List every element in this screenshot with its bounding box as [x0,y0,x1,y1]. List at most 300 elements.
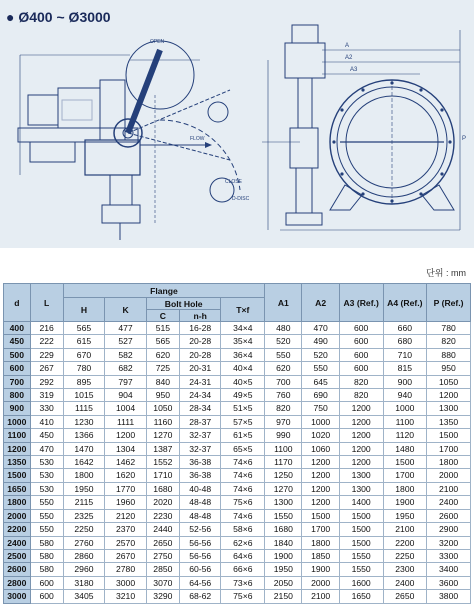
table-cell: 2200 [383,536,427,549]
table-cell: 1500 [339,523,383,536]
table-cell: 780 [63,362,105,375]
table-cell: 2650 [146,536,179,549]
table-cell: 1115 [63,402,105,415]
col-p-header: P (Ref.) [427,284,471,322]
table-cell: 1500 [427,429,471,442]
table-cell: 40×5 [221,375,265,388]
table-cell: 615 [63,335,105,348]
size-cell: 400 [4,322,31,335]
table-cell: 520 [302,348,339,361]
table-cell: 1800 [427,456,471,469]
table-cell: 3600 [427,576,471,589]
size-cell: 900 [4,402,31,415]
table-cell: 1100 [383,415,427,428]
table-cell: 820 [339,389,383,402]
table-cell: 600 [339,322,383,335]
table-cell: 57×5 [221,415,265,428]
spec-table-body [4,322,471,604]
table-cell: 2780 [105,563,147,576]
table-cell: 1900 [265,549,302,562]
table-cell: 1960 [105,496,147,509]
table-cell: 74×6 [221,509,265,522]
table-cell: 28-37 [179,415,221,428]
table-cell: 1900 [383,496,427,509]
table-row [4,549,471,562]
table-cell: 62×6 [221,536,265,549]
valve-technical-drawing [0,0,474,248]
table-cell: 550 [30,523,63,536]
size-cell: 1350 [4,456,31,469]
table-cell: 515 [146,322,179,335]
table-row [4,389,471,402]
table-cell: 1700 [302,523,339,536]
table-cell: 3070 [146,576,179,589]
table-cell: 1300 [339,482,383,495]
col-h-header: H [63,298,105,322]
table-cell: 74×6 [221,482,265,495]
size-cell: 600 [4,362,31,375]
table-cell: 1200 [105,429,147,442]
table-cell: 3800 [427,590,471,603]
table-cell: 20-28 [179,335,221,348]
table-cell: 3300 [427,549,471,562]
table-cell: 1366 [63,429,105,442]
table-cell: 904 [105,389,147,402]
table-row [4,429,471,442]
table-cell: 450 [30,429,63,442]
table-cell: 1680 [265,523,302,536]
table-cell: 16-28 [179,322,221,335]
table-cell: 950 [427,362,471,375]
col-nh-header: n-h [179,310,221,322]
table-cell: 3200 [427,536,471,549]
dim-a-label: A [345,43,350,49]
table-cell: 2250 [383,549,427,562]
size-cell: 2400 [4,536,31,549]
table-cell: 3210 [105,590,147,603]
table-cell: 56-56 [179,549,221,562]
table-cell: 1710 [146,469,179,482]
table-cell: 470 [30,442,63,455]
table-cell: 74×6 [221,469,265,482]
table-cell: 410 [30,415,63,428]
size-cell: 1200 [4,442,31,455]
table-cell: 2100 [302,590,339,603]
table-cell: 64-56 [179,576,221,589]
table-cell: 2020 [146,496,179,509]
table-cell: 1950 [63,482,105,495]
table-cell: 32-37 [179,442,221,455]
side-view [18,39,250,240]
table-cell: 530 [30,482,63,495]
table-cell: 24-31 [179,375,221,388]
table-cell: 1620 [105,469,147,482]
col-a4-header: A4 (Ref.) [383,284,427,322]
table-cell: 530 [30,469,63,482]
table-cell: 1300 [265,496,302,509]
table-cell: 1387 [146,442,179,455]
table-cell: 2115 [63,496,105,509]
table-cell: 1642 [63,456,105,469]
table-cell: 840 [146,375,179,388]
table-cell: 760 [265,389,302,402]
table-cell: 3290 [146,590,179,603]
col-a1-header: A1 [265,284,302,322]
table-cell: 710 [383,348,427,361]
table-cell: 1800 [302,536,339,549]
table-cell: 1270 [265,482,302,495]
table-cell: 32-37 [179,429,221,442]
table-cell: 600 [30,576,63,589]
table-cell: 970 [265,415,302,428]
table-cell: 2250 [63,523,105,536]
table-row [4,496,471,509]
table-cell: 36×4 [221,348,265,361]
table-row [4,375,471,388]
table-cell: 815 [383,362,427,375]
table-cell: 3180 [63,576,105,589]
table-cell: 1900 [302,563,339,576]
table-cell: 56-56 [179,536,221,549]
table-cell: 565 [63,322,105,335]
table-cell: 1850 [302,549,339,562]
table-cell: 1500 [383,456,427,469]
table-cell: 20-31 [179,362,221,375]
table-cell: 660 [383,322,427,335]
table-cell: 49×5 [221,389,265,402]
table-cell: 820 [265,402,302,415]
size-cell: 2800 [4,576,31,589]
table-cell: 2120 [105,509,147,522]
table-cell: 2760 [63,536,105,549]
table-row [4,335,471,348]
table-cell: 1200 [302,456,339,469]
table-cell: 267 [30,362,63,375]
table-cell: 1304 [105,442,147,455]
table-cell: 1004 [105,402,147,415]
table-cell: 1600 [339,576,383,589]
table-cell: 1050 [427,375,471,388]
table-cell: 2570 [105,536,147,549]
table-cell: 66×6 [221,563,265,576]
table-cell: 1200 [339,442,383,455]
table-row [4,536,471,549]
table-cell: 1650 [339,590,383,603]
table-cell: 1015 [63,389,105,402]
table-cell: 2000 [302,576,339,589]
col-txf-header: T×f [221,298,265,322]
table-cell: 330 [30,402,63,415]
valve-drawing-svg [0,0,474,248]
table-cell: 950 [146,389,179,402]
table-cell: 2000 [427,469,471,482]
table-row [4,362,471,375]
d-disc-label: D-DISC [232,196,250,202]
table-cell: 1111 [105,415,147,428]
size-cell: 1650 [4,482,31,495]
table-row [4,442,471,455]
table-cell: 1550 [265,509,302,522]
col-k-header: K [105,298,147,322]
table-cell: 74×6 [221,456,265,469]
table-cell: 52-56 [179,523,221,536]
col-bolt-hole-header: Bolt Hole [146,298,221,310]
table-cell: 64×6 [221,549,265,562]
table-cell: 880 [427,348,471,361]
table-cell: 580 [30,549,63,562]
table-cell: 2230 [146,509,179,522]
front-view [262,25,466,230]
table-cell: 68-62 [179,590,221,603]
size-cell: 1100 [4,429,31,442]
table-cell: 65×5 [221,442,265,455]
size-cell: 500 [4,348,31,361]
table-cell: 797 [105,375,147,388]
table-cell: 480 [265,322,302,335]
table-cell: 40×4 [221,362,265,375]
table-cell: 1170 [265,456,302,469]
table-cell: 61×5 [221,429,265,442]
size-cell: 700 [4,375,31,388]
table-cell: 600 [339,335,383,348]
table-row [4,402,471,415]
table-cell: 229 [30,348,63,361]
table-cell: 565 [146,335,179,348]
table-cell: 36-38 [179,456,221,469]
size-cell: 1500 [4,469,31,482]
table-cell: 35×4 [221,335,265,348]
table-cell: 1000 [383,402,427,415]
table-cell: 1100 [265,442,302,455]
table-cell: 319 [30,389,63,402]
table-cell: 690 [302,389,339,402]
table-cell: 2050 [265,576,302,589]
table-cell: 1550 [339,549,383,562]
table-cell: 1200 [302,469,339,482]
table-cell: 1200 [339,402,383,415]
table-cell: 750 [302,402,339,415]
table-cell: 48-48 [179,496,221,509]
table-cell: 2650 [383,590,427,603]
col-a3-header: A3 (Ref.) [339,284,383,322]
table-cell: 520 [265,335,302,348]
table-cell: 24-34 [179,389,221,402]
table-cell: 895 [63,375,105,388]
table-cell: 1840 [265,536,302,549]
table-cell: 2400 [427,496,471,509]
table-cell: 2750 [146,549,179,562]
table-cell: 1550 [339,563,383,576]
table-cell: 1800 [63,469,105,482]
table-cell: 1060 [302,442,339,455]
table-row [4,456,471,469]
table-row [4,509,471,522]
table-cell: 600 [30,590,63,603]
table-cell: 1250 [265,469,302,482]
table-cell: 550 [30,496,63,509]
size-cell: 2000 [4,509,31,522]
table-cell: 1950 [383,509,427,522]
table-cell: 1500 [339,509,383,522]
table-row [4,348,471,361]
table-cell: 1500 [302,509,339,522]
table-cell: 75×6 [221,590,265,603]
table-cell: 1200 [302,496,339,509]
table-cell: 620 [146,348,179,361]
table-cell: 550 [265,348,302,361]
col-flange-header: Flange [63,284,264,298]
table-cell: 1230 [63,415,105,428]
table-cell: 670 [63,348,105,361]
table-cell: 1200 [427,389,471,402]
table-cell: 2850 [146,563,179,576]
table-cell: 820 [427,335,471,348]
table-cell: 582 [105,348,147,361]
table-cell: 2100 [383,523,427,536]
size-range-heading: ● Ø400 ~ Ø3000 [6,9,111,25]
table-cell: 645 [302,375,339,388]
table-cell: 1300 [339,469,383,482]
table-cell: 1120 [383,429,427,442]
table-cell: 73×6 [221,576,265,589]
table-cell: 477 [105,322,147,335]
table-cell: 2670 [105,549,147,562]
table-cell: 470 [302,322,339,335]
size-cell: 1000 [4,415,31,428]
table-row [4,482,471,495]
table-cell: 1000 [302,415,339,428]
table-cell: 990 [265,429,302,442]
table-cell: 1800 [383,482,427,495]
table-cell: 36-38 [179,469,221,482]
table-cell: 900 [383,375,427,388]
table-cell: 1462 [105,456,147,469]
table-cell: 34×4 [221,322,265,335]
table-cell: 58×6 [221,523,265,536]
col-d-header: d [4,284,31,322]
size-cell: 3000 [4,590,31,603]
table-cell: 580 [30,563,63,576]
size-cell: 2600 [4,563,31,576]
unit-note: 단위 : mm [426,268,466,278]
table-cell: 780 [427,322,471,335]
table-cell: 1200 [302,482,339,495]
table-cell: 490 [302,335,339,348]
dim-a3-label: A3 [350,67,358,73]
table-cell: 2325 [63,509,105,522]
table-cell: 2440 [146,523,179,536]
table-cell: 20-28 [179,348,221,361]
dim-a2-label: A2 [345,55,353,61]
table-cell: 2400 [383,576,427,589]
table-cell: 725 [146,362,179,375]
flow-label: FLOW [190,136,205,142]
table-cell: 1700 [383,469,427,482]
table-cell: 2100 [427,482,471,495]
table-cell: 1200 [339,456,383,469]
table-cell: 620 [265,362,302,375]
table-cell: 1350 [427,415,471,428]
table-cell: 527 [105,335,147,348]
dim-p-label: P [462,136,467,142]
table-cell: 2370 [105,523,147,536]
open-label: OPEN [150,39,165,45]
size-cell: 450 [4,335,31,348]
table-cell: 1200 [339,429,383,442]
table-cell: 1270 [146,429,179,442]
table-cell: 222 [30,335,63,348]
table-cell: 680 [383,335,427,348]
size-cell: 1800 [4,496,31,509]
table-cell: 2900 [427,523,471,536]
table-cell: 1400 [339,496,383,509]
table-cell: 292 [30,375,63,388]
table-row [4,469,471,482]
table-cell: 51×5 [221,402,265,415]
table-cell: 530 [30,456,63,469]
col-c-header: C [146,310,179,322]
table-cell: 2600 [427,509,471,522]
table-cell: 600 [339,362,383,375]
table-cell: 1480 [383,442,427,455]
table-cell: 1700 [427,442,471,455]
table-row [4,415,471,428]
table-row [4,576,471,589]
spec-table [3,283,471,604]
table-row [4,523,471,536]
table-cell: 3400 [427,563,471,576]
size-cell: 2500 [4,549,31,562]
table-cell: 682 [105,362,147,375]
table-cell: 550 [30,509,63,522]
table-cell: 40-48 [179,482,221,495]
table-cell: 1500 [339,536,383,549]
table-cell: 1050 [146,402,179,415]
table-cell: 2860 [63,549,105,562]
table-row [4,322,471,335]
table-cell: 48-48 [179,509,221,522]
table-cell: 28-34 [179,402,221,415]
table-cell: 600 [339,348,383,361]
table-cell: 3405 [63,590,105,603]
close-label: CLOSE [225,179,242,185]
table-cell: 1020 [302,429,339,442]
table-cell: 216 [30,322,63,335]
table-cell: 550 [302,362,339,375]
table-cell: 75×6 [221,496,265,509]
table-cell: 1470 [63,442,105,455]
table-cell: 580 [30,536,63,549]
table-cell: 820 [339,375,383,388]
size-cell: 2200 [4,523,31,536]
table-cell: 3000 [105,576,147,589]
table-cell: 2960 [63,563,105,576]
table-cell: 1552 [146,456,179,469]
table-cell: 1160 [146,415,179,428]
table-cell: 1200 [339,415,383,428]
table-cell: 1300 [427,402,471,415]
table-cell: 2150 [265,590,302,603]
table-cell: 1680 [146,482,179,495]
size-cell: 800 [4,389,31,402]
col-a2-header: A2 [302,284,339,322]
col-l-header: L [30,284,63,322]
table-cell: 1950 [265,563,302,576]
table-cell: 1770 [105,482,147,495]
table-row [4,563,471,576]
table-cell: 2300 [383,563,427,576]
table-cell: 60-56 [179,563,221,576]
